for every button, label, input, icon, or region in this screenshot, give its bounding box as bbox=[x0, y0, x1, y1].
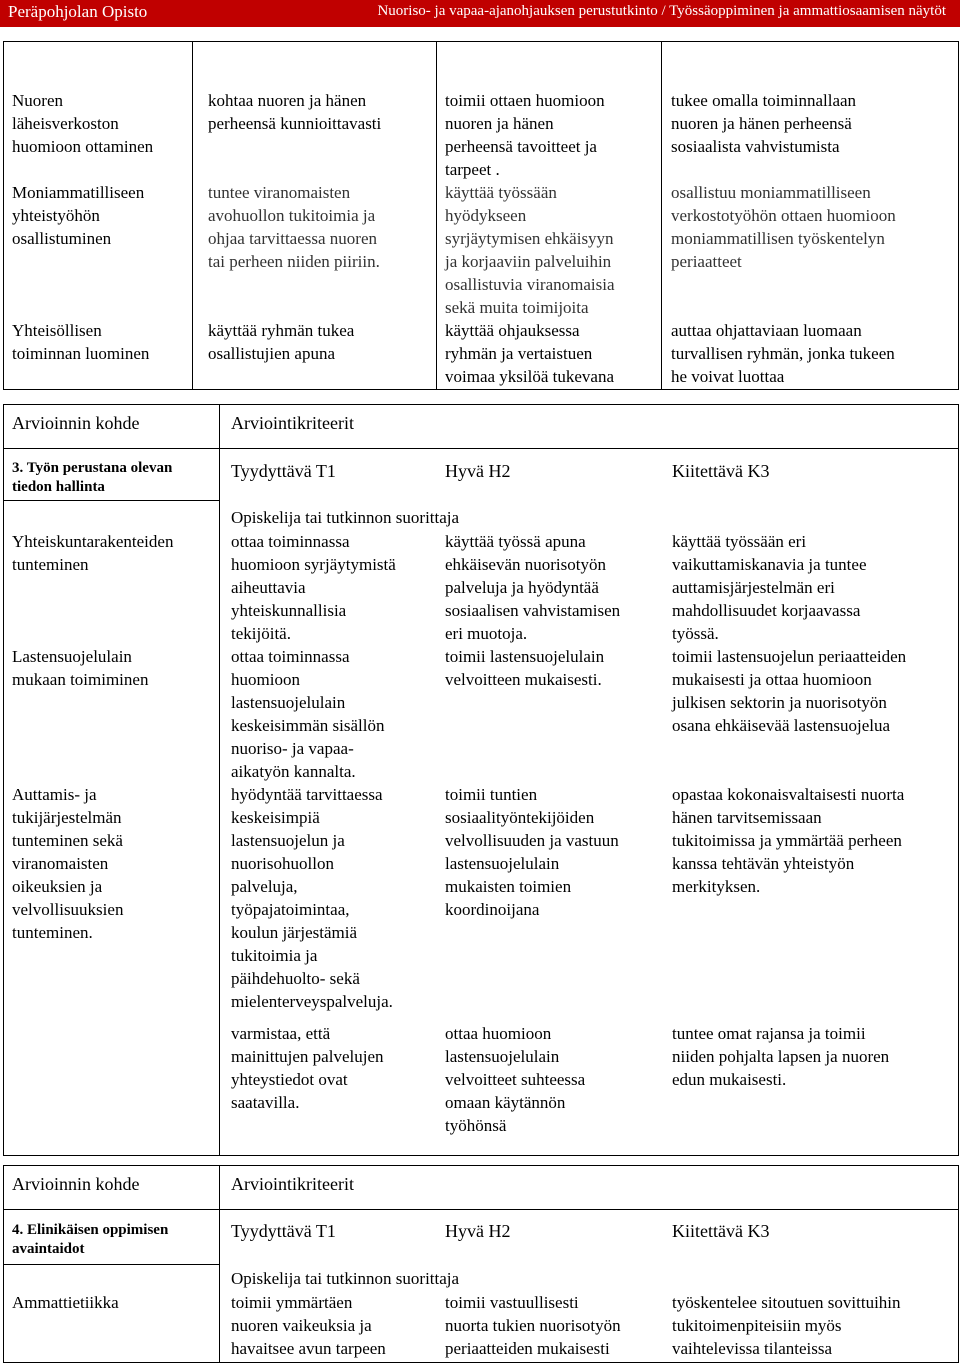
assessment-target: Yhteiskuntarakenteiden tunteminen bbox=[12, 532, 174, 574]
column-divider bbox=[661, 41, 662, 390]
criterion-h2: käyttää ohjauksessa ryhmän ja vertaistuen voimaa yksilöä tukevana bbox=[445, 321, 615, 386]
section-title: 3. Työn perustana olevan tiedon hallinta bbox=[12, 460, 173, 495]
header-bar bbox=[0, 0, 960, 27]
criterion-k3: tukee omalla toiminnallaan nuoren ja hänen perheensä sosiaalista vahvistumista bbox=[671, 91, 857, 156]
org-name: Peräpohjolan Opisto bbox=[8, 2, 148, 21]
criterion-t1: toimii ymmärtäen nuoren vaikeuksia ja havaitsee avun tarpeen bbox=[231, 1293, 386, 1358]
section-title: 4. Elinikäisen oppimisen avaintaidot bbox=[12, 1222, 169, 1257]
grade-k3: Kiitettävä K3 bbox=[672, 1221, 770, 1241]
grade-k3: Kiitettävä K3 bbox=[672, 461, 770, 481]
row-divider bbox=[3, 448, 959, 449]
assessment-target: Lastensuojelulain mukaan toimiminen bbox=[12, 647, 149, 689]
criterion-t1: ottaa toiminnassa huomioon syrjäytymistä aiheuttavia yhteiskunnallisia tekijöitä. bbox=[231, 532, 396, 643]
column-divider bbox=[192, 41, 193, 390]
criterion-h2: käyttää työssään hyödykseen syrjäytymisen ehkäisyyn ja korjaaviin palveluihin osallistuvia viranomaisia sekä muita toimijoita bbox=[445, 183, 615, 317]
criterion-k3: osallistuu moniammatilliseen verkostotyöhön ottaen huomioon moniammatillisen työskentelyn periaatteet bbox=[671, 183, 896, 271]
assessment-target: Ammattietiikka bbox=[12, 1293, 119, 1312]
assessment-target: Yhteisöllisen toiminnan luominen bbox=[12, 321, 150, 363]
criterion-t1: tuntee viranomaisten avohuollon tukitoimia ja ohjaa tarvittaessa nuoren tai perheen niiden piiriin. bbox=[208, 183, 380, 271]
column-divider bbox=[436, 41, 437, 390]
criterion-t1: käyttää ryhmän tukea osallistujien apuna bbox=[208, 321, 355, 363]
column-header-target: Arvioinnin kohde bbox=[12, 413, 140, 433]
assessment-target: Nuoren läheisverkoston huomioon ottaminen bbox=[12, 91, 154, 156]
criterion-k3: työskentelee sitoutuen sovittuihin tukitoimenpiteisiin myös vaihtelevissa tilanteissa bbox=[672, 1293, 901, 1358]
criterion-k3: toimii lastensuojelun periaatteiden mukaisesti ja ottaa huomioon julkisen sektorin ja nuorisotyön osana ehkäisevää lastensuojelua bbox=[672, 647, 907, 735]
subject-label: Opiskelija tai tutkinnon suorittaja bbox=[231, 1269, 460, 1288]
row-divider bbox=[3, 1264, 220, 1265]
column-header-target: Arvioinnin kohde bbox=[12, 1174, 140, 1194]
grade-t1: Tyydyttävä T1 bbox=[231, 1221, 336, 1241]
column-divider bbox=[219, 404, 220, 1156]
criterion-k3: tuntee omat rajansa ja toimii niiden pohjalta lapsen ja nuoren edun mukaisesti. bbox=[672, 1024, 890, 1089]
criterion-t1: varmistaa, että mainittujen palvelujen yhteystiedot ovat saatavilla. bbox=[231, 1024, 384, 1112]
criterion-k3: opastaa kokonaisvaltaisesti nuorta hänen tarvitsemissaan tukitoimissa ja ymmärtää perheen kanssa tehtävän yhteistyön merkityksen. bbox=[672, 785, 905, 896]
row-divider bbox=[3, 1209, 959, 1210]
criterion-k3: auttaa ohjattaviaan luomaan turvallisen ryhmän, jonka tukeen he voivat luottaa bbox=[671, 321, 895, 386]
column-divider bbox=[219, 1165, 220, 1363]
criterion-h2: toimii tuntien sosiaalityöntekijöiden velvollisuuden ja vastuun lastensuojelulain mukaisten toimien koordinoijana bbox=[445, 785, 619, 919]
assessment-target: Moniammatilliseen yhteistyöhön osallistuminen bbox=[12, 183, 145, 248]
subject-label: Opiskelija tai tutkinnon suorittaja bbox=[231, 508, 460, 527]
grade-h2: Hyvä H2 bbox=[445, 461, 511, 481]
criterion-h2: käyttää työssä apuna ehkäisevän nuorisotyön palveluja ja hyödyntää sosiaalisen vahvistamisen eri muotoja. bbox=[445, 532, 621, 643]
document-title: Nuoriso- ja vapaa-ajanohjauksen perustutkinto / Työssäoppiminen ja ammattiosaamisen näytöt bbox=[377, 3, 946, 19]
column-header-criteria: Arviointikriteerit bbox=[231, 1174, 354, 1194]
criterion-h2: ottaa huomioon lastensuojelulain velvoitteet suhteessa omaan käytännön työhönsä bbox=[445, 1024, 586, 1135]
criterion-h2: toimii vastuullisesti nuorta tukien nuorisotyön periaatteiden mukaisesti bbox=[445, 1293, 621, 1358]
column-header-criteria: Arviointikriteerit bbox=[231, 413, 354, 433]
criterion-t1: ottaa toiminnassa huomioon lastensuojelulain keskeisimmän sisällön nuoriso- ja vapaa- aikatyön kannalta. bbox=[231, 647, 385, 781]
assessment-target: Auttamis- ja tukijärjestelmän tunteminen sekä viranomaisten oikeuksien ja velvollisuuksien tunteminen. bbox=[12, 785, 124, 942]
criterion-k3: käyttää työssään eri vaikuttamiskanavia ja tuntee auttamisjärjestelmän eri mahdollisuudet korjaavassa työssä. bbox=[672, 532, 867, 643]
row-divider bbox=[3, 500, 220, 501]
criterion-t1: hyödyntää tarvittaessa keskeisimpiä lastensuojelun ja nuorisohuollon palveluja, työpajatoimintaa, koulun järjestämiä tukitoimia ja päihdehuolto- sekä mielenterveyspalveluja. bbox=[231, 785, 393, 1011]
criterion-h2: toimii lastensuojelulain velvoitteen mukaisesti. bbox=[445, 647, 605, 689]
grade-t1: Tyydyttävä T1 bbox=[231, 461, 336, 481]
criterion-t1: kohtaa nuoren ja hänen perheensä kunnioittavasti bbox=[208, 91, 382, 133]
grade-h2: Hyvä H2 bbox=[445, 1221, 511, 1241]
criterion-h2: toimii ottaen huomioon nuoren ja hänen perheensä tavoitteet ja tarpeet . bbox=[445, 91, 605, 179]
